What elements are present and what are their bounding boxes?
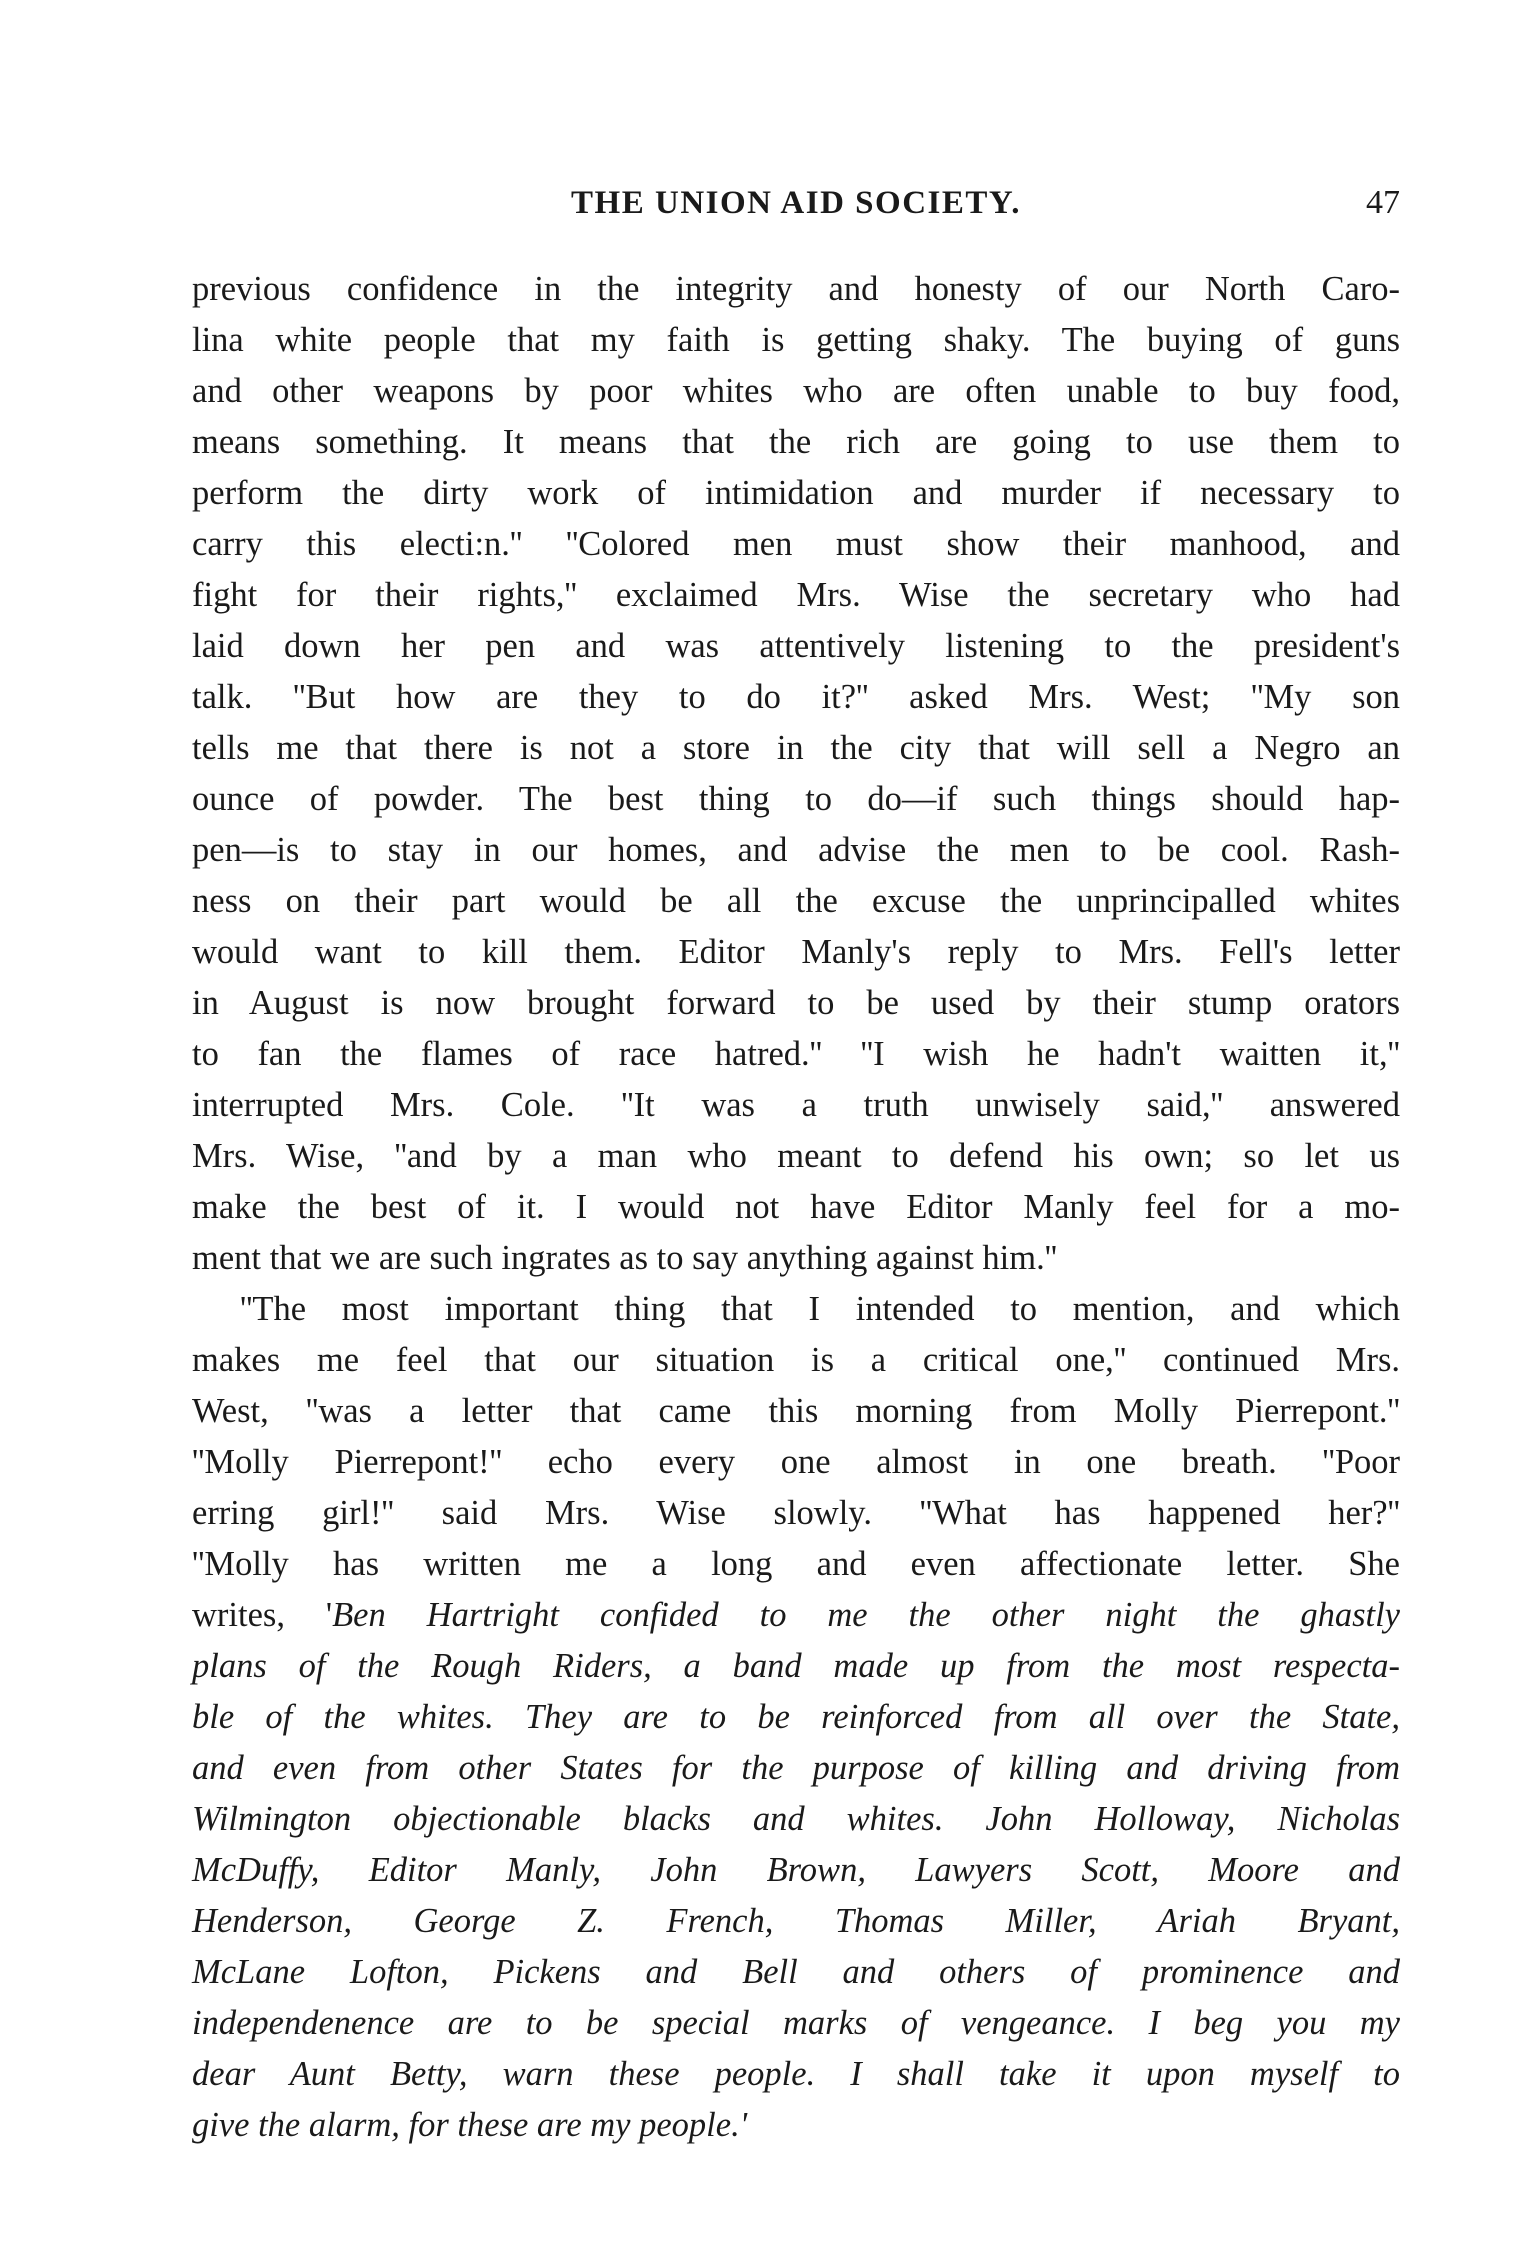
text-line: West, ''was a letter that came this morning from Molly Pierrepont.''	[192, 1392, 1400, 1430]
text-line: perform the dirty work of intimidation and murder if necessary to	[192, 474, 1400, 512]
text-line: lina white people that my faith is getting shaky. The buying of guns	[192, 321, 1400, 359]
text-line: laid down her pen and was attentively listening to the president's	[192, 627, 1400, 665]
running-title: THE UNION AID SOCIETY.	[571, 185, 1021, 221]
running-header	[192, 178, 1400, 228]
text-line: erring girl!'' said Mrs. Wise slowly. ''What has happened her?''	[192, 1494, 1400, 1532]
quoted-letter-line: independenence are to be special marks of vengeance. I beg you my	[192, 2004, 1400, 2042]
quoted-letter-line: plans of the Rough Riders, a band made up from the most respecta-	[192, 1647, 1400, 1685]
quoted-letter-line: and even from other States for the purpose of killing and driving from	[192, 1749, 1400, 1787]
text-line: Mrs. Wise, ''and by a man who meant to defend his own; so let us	[192, 1137, 1400, 1175]
text-line: fight for their rights,'' exclaimed Mrs. Wise the secretary who had	[192, 576, 1400, 614]
quoted-letter-start: Ben Hartright confided to me the other night the ghastly	[332, 1596, 1400, 1634]
text-line: in August is now brought forward to be used by their stump orators	[192, 984, 1400, 1022]
paragraph-end-line: ment that we are such ingrates as to say anything against him.''	[192, 1239, 1058, 1277]
text-line: carry this electi:n.'' ''Colored men must show their manhood, and	[192, 525, 1400, 563]
quoted-letter-line: give the alarm, for these are my people.'	[192, 2106, 748, 2144]
text-line: interrupted Mrs. Cole. ''It was a truth unwisely said,'' answered	[192, 1086, 1400, 1124]
text-line: tells me that there is not a store in the city that will sell a Negro an	[192, 729, 1400, 767]
text-line: ''Molly has written me a long and even affectionate letter. She	[192, 1545, 1400, 1583]
mixed-text-line	[192, 1590, 1400, 1641]
text-line: means something. It means that the rich are going to use them to	[192, 423, 1400, 461]
text-line: ''Molly Pierrepont!'' echo every one almost in one breath. ''Poor	[192, 1443, 1400, 1481]
text-line: to fan the flames of race hatred.'' ''I wish he hadn't waitten it,''	[192, 1035, 1400, 1073]
text-line: talk. ''But how are they to do it?'' asked Mrs. West; ''My son	[192, 678, 1400, 716]
quoted-letter-line: dear Aunt Betty, warn these people. I shall take it upon myself to	[192, 2055, 1400, 2093]
quoted-letter-line: Wilmington objectionable blacks and whites. John Holloway, Nicholas	[192, 1800, 1400, 1838]
quoted-letter-line: ble of the whites. They are to be reinforced from all over the State,	[192, 1698, 1400, 1736]
text-line: and other weapons by poor whites who are often unable to buy food,	[192, 372, 1400, 410]
page-number: 47	[1366, 184, 1400, 221]
quoted-letter-line: McLane Lofton, Pickens and Bell and others of prominence and	[192, 1953, 1400, 1991]
quoted-letter-line: McDuffy, Editor Manly, John Brown, Lawyers Scott, Moore and	[192, 1851, 1400, 1889]
text-line: make the best of it. I would not have Editor Manly feel for a mo-	[192, 1188, 1400, 1226]
text-line: ness on their part would be all the excuse the unprincipalled whites	[192, 882, 1400, 920]
paragraph-start-line: ''The most important thing that I intended to mention, and which	[240, 1290, 1400, 1328]
quoted-letter-line: Henderson, George Z. French, Thomas Miller, Ariah Bryant,	[192, 1902, 1400, 1940]
body-text	[192, 264, 1400, 2151]
line-prefix: writes, '	[192, 1596, 333, 1634]
text-line: makes me feel that our situation is a critical one,'' continued Mrs.	[192, 1341, 1400, 1379]
text-line: would want to kill them. Editor Manly's reply to Mrs. Fell's letter	[192, 933, 1400, 971]
text-line: previous confidence in the integrity and honesty of our North Caro-	[192, 270, 1400, 308]
text-line: ounce of powder. The best thing to do—if such things should hap-	[192, 780, 1400, 818]
text-line: pen—is to stay in our homes, and advise the men to be cool. Rash-	[192, 831, 1400, 869]
